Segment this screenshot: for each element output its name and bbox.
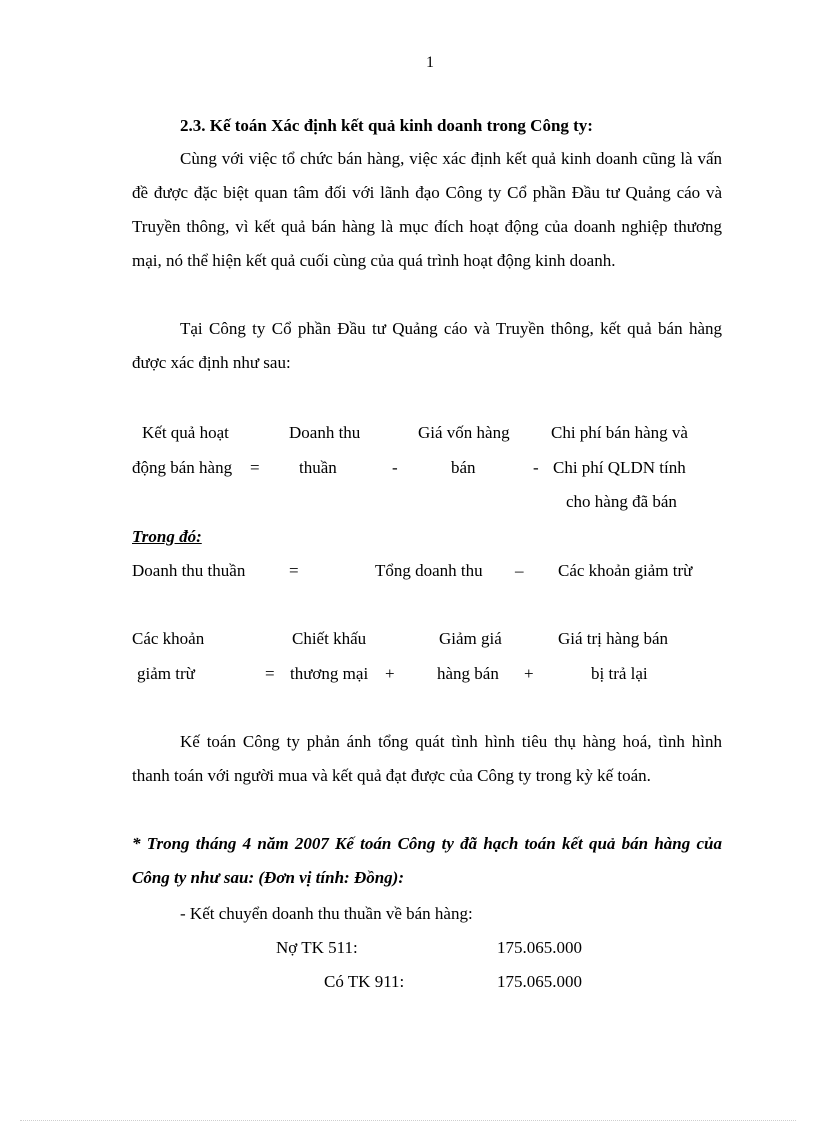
reduction-line-1: Giảm giá [439, 629, 502, 648]
cogs-line-1: Giá vốn hàng [418, 423, 510, 442]
formula1-minus-1: - [392, 458, 398, 477]
result-line-1: Kết quả hoạt [142, 423, 229, 442]
expense-line-2: Chi phí QLDN tính [553, 458, 686, 477]
section-heading: 2.3. Kế toán Xác định kết quả kinh doanh trong Công ty: [180, 116, 593, 135]
entry-debit-account: Nợ TK 511: [276, 938, 358, 957]
page-edge [20, 1120, 796, 1121]
returns-line-2: bị trả lại [591, 664, 648, 683]
deductions-line-1: Các khoản [132, 629, 205, 648]
formula2-minus: – [515, 561, 524, 580]
revenue-line-2: thuần [299, 458, 337, 477]
discount-line-2: thương mại [290, 664, 369, 683]
method-paragraph: Tại Công ty Cổ phần Đầu tư Quảng cáo và Truyền thông, kết quả bán hàng được xác định như sau: [132, 319, 722, 372]
deductions-line-2: giảm trừ [137, 664, 195, 683]
note-paragraph: * Trong tháng 4 năm 2007 Kế toán Công ty đã hạch toán kết quả bán hàng của Công ty như sau: (Đơn vị tính: Đồng): [132, 834, 722, 887]
revenue-line-1: Doanh thu [289, 423, 361, 442]
expense-line-1: Chi phí bán hàng và [551, 423, 688, 442]
result-line-2: động bán hàng [132, 458, 233, 477]
intro-paragraph: Cùng với việc tổ chức bán hàng, việc xác định kết quả kinh doanh cũng là vấn đề được đặc biệt quan tâm đối với lãnh đạo Công ty Cổ phần Đầu tư Quảng cáo và Truyền thông, vì kết quả bán hàng là mục đích hoạt động của doanh nghiệp thương mại, nó thể hiện kết quả cuối cùng của quá trình hoạt động kinh doanh. [132, 149, 722, 270]
entry-credit-amount: 175.065.000 [497, 972, 582, 991]
formula1-equals: = [250, 458, 260, 477]
transfer-item: - Kết chuyển doanh thu thuần về bán hàng: [180, 904, 473, 923]
entry-debit-amount: 175.065.000 [497, 938, 582, 957]
deductions-label: Các khoản giảm trừ [558, 561, 693, 580]
formula1-minus-2: - [533, 458, 539, 477]
returns-line-1: Giá trị hàng bán [558, 629, 668, 648]
where-label: Trong đó: [132, 527, 202, 546]
formula3-equals: = [265, 664, 275, 683]
net-revenue-label: Doanh thu thuần [132, 561, 246, 580]
formula3-plus-1: + [385, 664, 395, 683]
formula3-plus-2: + [524, 664, 534, 683]
formula2-equals: = [289, 561, 299, 580]
cogs-line-2: bán [451, 458, 476, 477]
total-revenue-label: Tổng doanh thu [375, 561, 483, 580]
entry-credit-account: Có TK 911: [324, 972, 405, 991]
reduction-line-2: hàng bán [437, 664, 499, 683]
discount-line-1: Chiết khấu [292, 629, 367, 648]
summary-paragraph: Kế toán Công ty phản ánh tổng quát tình hình tiêu thụ hàng hoá, tình hình thanh toán với người mua và kết quả đạt được của Công ty trong kỳ kế toán. [132, 732, 722, 785]
expense-line-3: cho hàng đã bán [566, 492, 677, 511]
page-number: 1 [426, 54, 434, 71]
